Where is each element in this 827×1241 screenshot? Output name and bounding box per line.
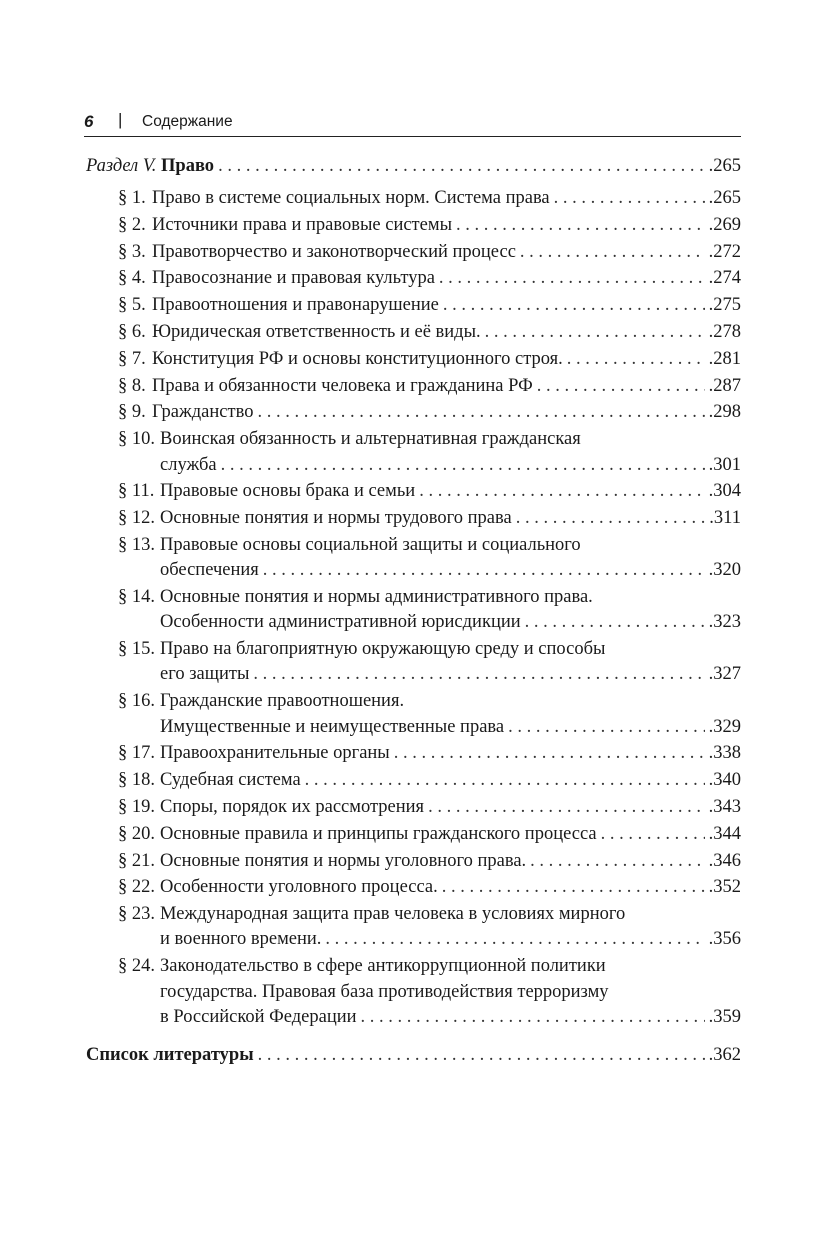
toc-entry-title: Источники права и правовые системы [152, 214, 452, 235]
toc-entry-number: § 18. [118, 770, 155, 791]
toc-entry-title: Право в системе социальных норм. Система права [152, 188, 550, 208]
toc-page-number: .346 [708, 850, 741, 871]
toc-page-number: .304 [708, 481, 741, 502]
toc-bibliography[interactable] [86, 1043, 741, 1067]
toc-entry-title: Особенности уголовного процесса. [160, 877, 438, 898]
toc-entry-line [152, 347, 741, 371]
toc-leader-dots [601, 822, 705, 846]
toc-page-number: .340 [708, 770, 741, 791]
toc-entry-title: Правосознание и правовая культура [152, 268, 435, 289]
toc-entry-title: Правовые основы социальной защиты и социального [160, 534, 581, 555]
toc-entry-line [152, 293, 741, 317]
toc-page-number: .311 [709, 508, 741, 529]
toc-entry-title: Право на благоприятную окружающую среду и способы [160, 639, 606, 660]
header-separator: | [118, 110, 123, 129]
toc-entry-number: § 3. [118, 241, 146, 262]
toc-entry-line [160, 453, 741, 477]
toc-entry-number: § 24. [118, 956, 155, 977]
toc-entry-line [160, 954, 741, 978]
toc-page-number: .269 [708, 214, 741, 235]
toc-bibliography-title: Список литературы [86, 1045, 254, 1065]
toc-entry-line [160, 585, 741, 609]
toc-entry-title: Основные правила и принципы гражданского процесса [160, 823, 597, 844]
toc-entry-line [152, 240, 741, 264]
toc-entry-line [152, 186, 741, 210]
toc-page-number: .352 [708, 877, 741, 898]
toc-entry-number: § 20. [118, 823, 155, 844]
toc-leader-dots [443, 293, 705, 317]
toc-page-number: .343 [708, 796, 741, 817]
toc-entry-number: § 13. [118, 534, 155, 555]
toc-entry-line [160, 741, 741, 765]
toc-page-number: .323 [708, 612, 741, 633]
toc-leader-dots [439, 266, 705, 290]
toc-leader-dots [218, 154, 705, 178]
toc-page-number: .287 [708, 375, 741, 396]
toc-entry-line [160, 795, 741, 819]
toc-entry-number: § 16. [118, 691, 155, 712]
toc-page-number: .320 [708, 560, 741, 581]
toc-entry-number: § 11. [118, 481, 155, 502]
toc-entry-line [160, 927, 741, 951]
toc-leader-dots [520, 240, 705, 264]
toc-entry-number: § 8. [118, 375, 146, 396]
toc-entry-title: Гражданство [152, 402, 254, 423]
toc-entry-title: Законодательство в сфере антикоррупционной политики [160, 956, 606, 977]
toc-page-number: .327 [708, 664, 741, 685]
toc-entry-title: Правотворчество и законотворческий процесс [152, 241, 516, 262]
toc-page-number: .265 [708, 188, 741, 208]
toc-entry-number: § 14. [118, 587, 155, 607]
toc-entry-number: § 7. [118, 348, 146, 369]
toc-entry-line [160, 558, 741, 582]
toc-page-number: .272 [708, 241, 741, 262]
toc-leader-dots [516, 506, 706, 530]
toc-entry-number: § 5. [118, 295, 146, 316]
toc-entry-line [160, 427, 741, 451]
toc-entry-number: § 4. [118, 268, 146, 289]
toc-entry-title: Международная защита прав человека в условиях мирного [160, 904, 626, 925]
toc-section-heading[interactable] [86, 154, 741, 178]
toc-page-number: .362 [708, 1045, 741, 1065]
toc-leader-dots [530, 849, 704, 873]
toc-page-number: .356 [708, 929, 741, 950]
toc-section-name: Право [161, 156, 215, 176]
toc-leader-dots [325, 927, 704, 951]
toc-leader-dots [428, 795, 705, 819]
toc-entry-title: обеспечения [160, 560, 259, 581]
toc-entry-title: Права и обязанности человека и гражданина РФ [152, 375, 533, 396]
toc-entry-number: § 21. [118, 850, 155, 871]
toc-entry-title: Имущественные и неимущественные права [160, 716, 505, 737]
toc-entry-number: § 12. [118, 508, 155, 529]
toc-entry-line [160, 479, 741, 503]
toc-entry-title: Правоохранительные органы [160, 743, 390, 764]
toc-leader-dots [361, 1005, 705, 1029]
toc-entry-line [152, 320, 741, 344]
toc-entry-line [160, 980, 741, 1004]
toc-page-number: .359 [708, 1006, 741, 1027]
toc-entry-line [160, 875, 741, 899]
toc-entry-title: Конституция РФ и основы конституционного строя. [152, 348, 563, 369]
toc-leader-dots [253, 662, 704, 686]
toc-entry-number: § 19. [118, 796, 155, 817]
page-header [84, 110, 741, 137]
toc-entry-line [160, 902, 741, 926]
toc-leader-dots [263, 558, 705, 582]
toc-leader-dots [305, 768, 705, 792]
header-title: Содержание [142, 113, 233, 130]
toc-entry-line [160, 1005, 741, 1029]
toc-leader-dots [257, 400, 704, 424]
toc-entry-number: § 9. [118, 402, 146, 423]
toc-entry-line [160, 849, 741, 873]
toc-entry-title: в Российской Федерации [160, 1006, 357, 1027]
toc-entry-number: § 10. [118, 429, 155, 450]
toc-entry-line [152, 213, 741, 237]
toc-page-number: .265 [708, 156, 741, 176]
toc-leader-dots [394, 741, 705, 765]
toc-entry-number: § 22. [118, 877, 155, 898]
toc-leader-dots [508, 715, 705, 739]
toc-entry-line [152, 400, 741, 424]
toc-page-number: .275 [708, 295, 741, 316]
toc-leader-dots [525, 610, 705, 634]
toc-leader-dots [537, 374, 705, 398]
toc-entry-line [160, 533, 741, 557]
toc-entry-line [160, 689, 741, 713]
toc-section-prefix: Раздел V. [86, 156, 157, 176]
toc-page-number: .281 [708, 348, 741, 369]
toc-entry-title: государства. Правовая база противодействия терроризму [160, 981, 609, 1002]
toc-entry-line [160, 822, 741, 846]
page-number: 6 [84, 112, 94, 131]
toc-entry-line [152, 266, 741, 290]
toc-entry-line [160, 610, 741, 634]
toc-leader-dots [419, 479, 704, 503]
toc-entry-number: § 6. [118, 322, 146, 342]
toc-entry-title: служба [160, 454, 217, 475]
toc-entry-title: Основные понятия и нормы административного права. [160, 587, 593, 607]
toc-entry-number: § 23. [118, 904, 155, 925]
toc-section-title [86, 154, 214, 178]
toc-page-number: .274 [708, 268, 741, 289]
toc-entry-number: § 17. [118, 743, 155, 764]
toc-leader-dots [485, 320, 705, 344]
toc-entry-line [152, 374, 741, 398]
toc-entry-title: и военного времени. [160, 929, 322, 950]
toc-entry-line [160, 662, 741, 686]
toc-entry-line [160, 768, 741, 792]
toc-leader-dots [554, 186, 705, 210]
toc-entry-title: Судебная система [160, 770, 301, 791]
toc-page-number: .298 [708, 402, 741, 423]
toc-page-number: .278 [708, 322, 741, 342]
toc-entry-title: Споры, порядок их рассмотрения [160, 796, 425, 817]
toc-leader-dots [442, 875, 705, 899]
toc-entry-number: § 1. [118, 188, 146, 208]
toc-entry-title: Основные понятия и нормы трудового права [160, 508, 512, 529]
toc-entry-number: § 15. [118, 639, 155, 660]
toc-entry-title: его защиты [160, 664, 250, 685]
toc-entry-title: Правоотношения и правонарушение [152, 295, 439, 316]
toc-page-number: .329 [708, 716, 741, 737]
toc-entry-title: Особенности административной юрисдикции [160, 612, 521, 633]
toc-entry-line [160, 715, 741, 739]
toc-entry-number: § 2. [118, 214, 146, 235]
toc-entry-title: Воинская обязанность и альтернативная гражданская [160, 429, 581, 450]
toc-entry-line [160, 637, 741, 661]
toc-leader-dots [258, 1043, 705, 1067]
toc-entry-title: Гражданские правоотношения. [160, 691, 405, 712]
toc-entry-title: Основные понятия и нормы уголовного права. [160, 850, 527, 871]
toc-entry-line [160, 506, 741, 530]
toc-leader-dots [567, 347, 705, 371]
toc-entry-title: Юридическая ответственность и её виды. [152, 322, 481, 342]
toc-page-number: .338 [708, 743, 741, 764]
toc-leader-dots [456, 213, 705, 237]
toc-leader-dots [221, 453, 705, 477]
toc-page-number: .344 [708, 823, 741, 844]
toc-entry-title: Правовые основы брака и семьи [160, 481, 416, 502]
toc-page-number: .301 [708, 454, 741, 475]
